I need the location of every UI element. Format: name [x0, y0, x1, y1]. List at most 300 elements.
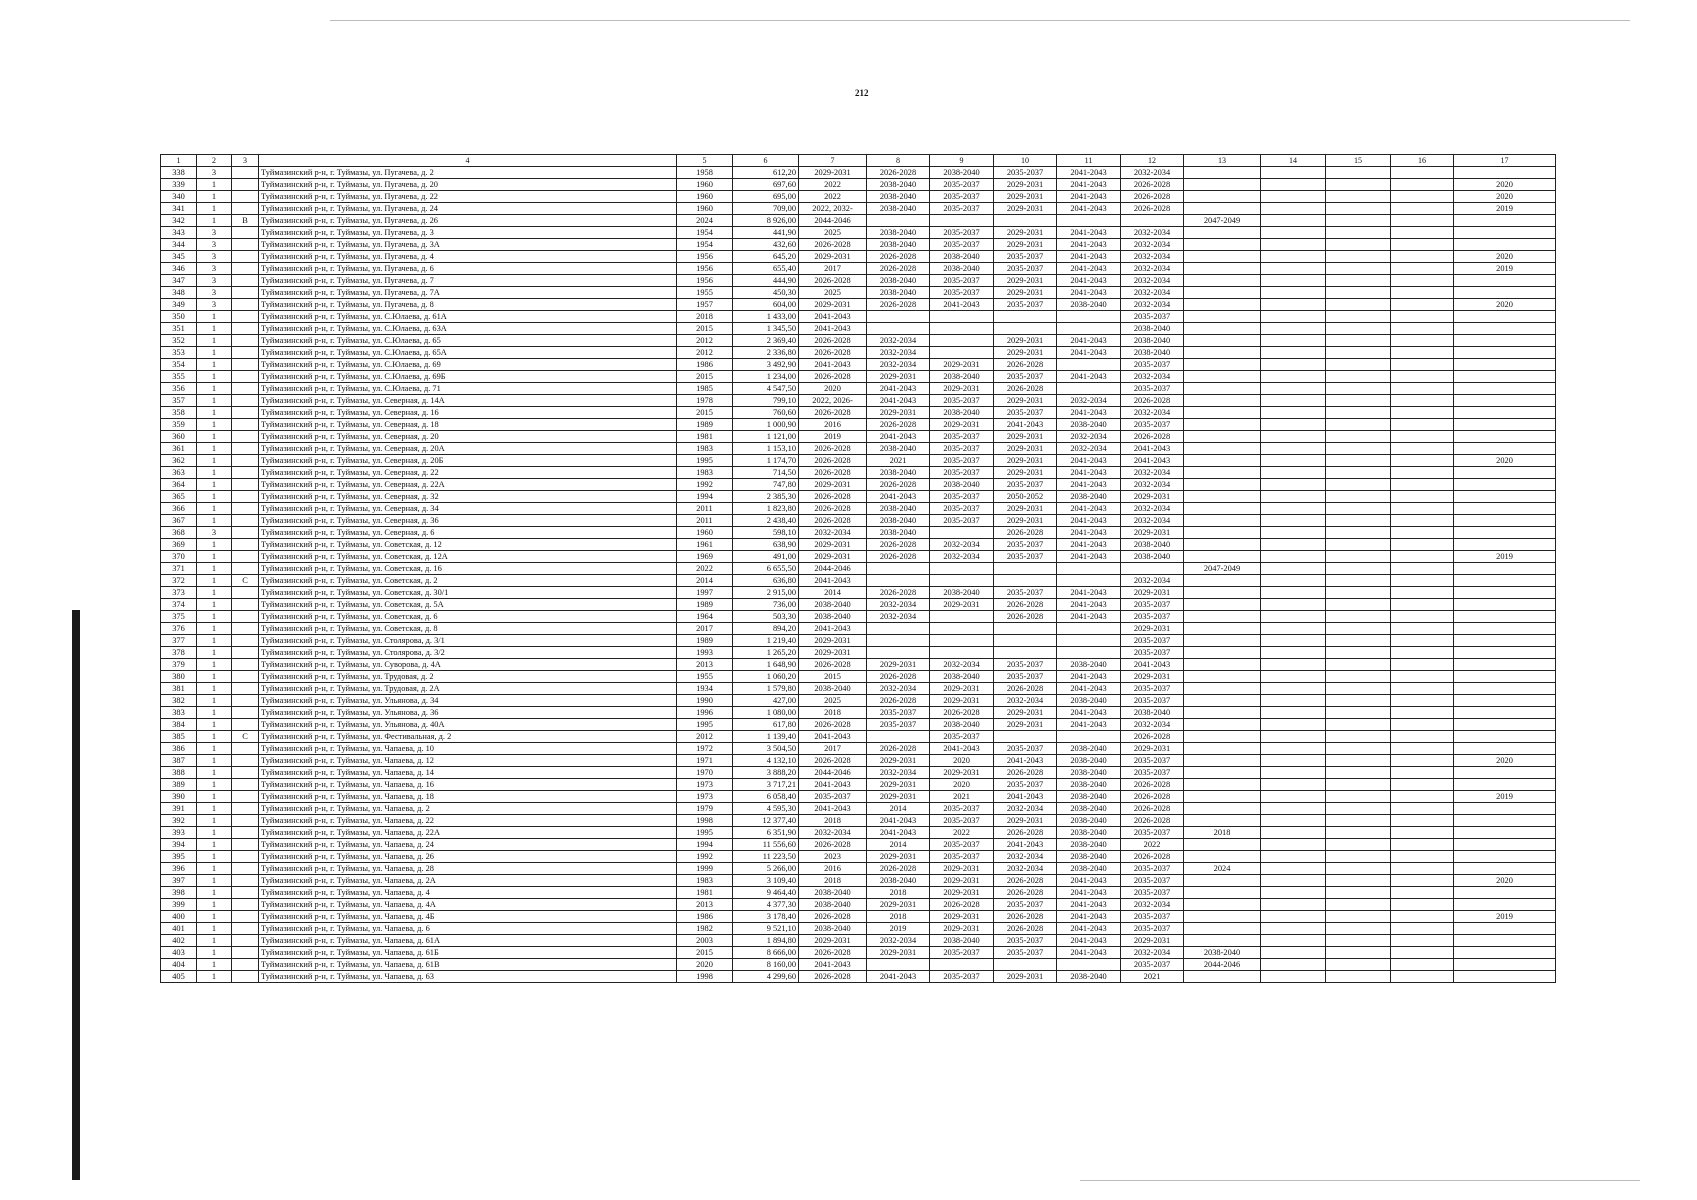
table-cell: 2041-2043	[1057, 179, 1121, 191]
table-cell: 375	[161, 611, 197, 623]
table-cell: 2 915,00	[733, 587, 799, 599]
table-cell: 2041-2043	[1057, 947, 1121, 959]
table-cell: 368	[161, 527, 197, 539]
table-cell: 2035-2037	[994, 371, 1057, 383]
table-row	[161, 695, 1556, 707]
table-cell: 2038-2040	[867, 443, 930, 455]
table-cell: 387	[161, 755, 197, 767]
table-row	[161, 359, 1556, 371]
table-cell: 1 234,00	[733, 371, 799, 383]
table-cell	[1184, 635, 1261, 647]
table-cell	[232, 599, 259, 611]
table-cell: 397	[161, 875, 197, 887]
table-cell	[1391, 707, 1454, 719]
table-cell	[1454, 827, 1556, 839]
table-cell	[1326, 395, 1391, 407]
table-cell	[1184, 599, 1261, 611]
table-cell: 1999	[677, 863, 733, 875]
table-cell: 403	[161, 947, 197, 959]
table-cell	[232, 299, 259, 311]
table-cell	[1391, 875, 1454, 887]
table-cell: Туймазинский р-н, г. Туймазы, ул. Пугачева, д. 2	[259, 167, 677, 179]
table-cell	[1057, 647, 1121, 659]
table-cell	[1391, 599, 1454, 611]
table-cell: Туймазинский р-н, г. Туймазы, ул. Северная, д. 22	[259, 467, 677, 479]
table-cell: 2029-2031	[1121, 491, 1184, 503]
table-cell	[232, 251, 259, 263]
table-row	[161, 875, 1556, 887]
table-cell	[1057, 311, 1121, 323]
table-cell	[1261, 911, 1326, 923]
table-cell	[1454, 707, 1556, 719]
table-cell: 2020	[930, 779, 994, 791]
table-cell: 2012	[677, 347, 733, 359]
table-cell: 2029-2031	[930, 923, 994, 935]
table-cell: 2026-2028	[867, 299, 930, 311]
table-cell	[1326, 659, 1391, 671]
table-cell: 1	[197, 587, 232, 599]
table-cell	[232, 479, 259, 491]
table-cell	[994, 311, 1057, 323]
table-cell	[1391, 203, 1454, 215]
table-cell	[1326, 647, 1391, 659]
table-cell: 2038-2040	[930, 407, 994, 419]
table-row	[161, 563, 1556, 575]
table-cell: 2018	[799, 707, 867, 719]
table-cell: 2032-2034	[1121, 575, 1184, 587]
table-cell: 1969	[677, 551, 733, 563]
table-cell: 2038-2040	[1057, 299, 1121, 311]
table-cell: 359	[161, 419, 197, 431]
table-cell	[1184, 263, 1261, 275]
table-cell	[232, 179, 259, 191]
table-cell: 9 521,10	[733, 923, 799, 935]
table-cell: 1	[197, 623, 232, 635]
table-cell: 2029-2031	[799, 167, 867, 179]
table-cell: 2032-2034	[799, 527, 867, 539]
table-cell: 350	[161, 311, 197, 323]
table-cell	[1454, 479, 1556, 491]
table-cell: 2012	[677, 731, 733, 743]
table-row	[161, 311, 1556, 323]
table-cell: 2038-2040	[799, 887, 867, 899]
table-cell	[1261, 395, 1326, 407]
table-cell: 2026-2028	[867, 551, 930, 563]
table-cell: 1957	[677, 299, 733, 311]
table-cell: Туймазинский р-н, г. Туймазы, ул. Чапаева, д. 2	[259, 803, 677, 815]
table-row	[161, 947, 1556, 959]
table-cell: 1961	[677, 539, 733, 551]
table-cell: 1998	[677, 815, 733, 827]
table-cell: 2041-2043	[867, 815, 930, 827]
table-cell: 2047-2049	[1184, 563, 1261, 575]
table-cell: 2026-2028	[799, 515, 867, 527]
table-cell: 2013	[677, 899, 733, 911]
table-cell: Туймазинский р-н, г. Туймазы, ул. Северная, д. 14А	[259, 395, 677, 407]
table-cell: Туймазинский р-н, г. Туймазы, ул. Советская, д. 16	[259, 563, 677, 575]
table-cell: 2032-2034	[994, 851, 1057, 863]
table-cell	[1454, 167, 1556, 179]
table-cell: 2029-2031	[994, 335, 1057, 347]
table-cell	[1391, 551, 1454, 563]
table-cell	[1326, 251, 1391, 263]
table-cell	[232, 875, 259, 887]
table-cell: 2032-2034	[1121, 467, 1184, 479]
table-cell	[1184, 239, 1261, 251]
table-cell: 1	[197, 599, 232, 611]
table-cell: 1	[197, 455, 232, 467]
table-cell: 345	[161, 251, 197, 263]
table-cell	[1261, 563, 1326, 575]
table-body	[161, 167, 1556, 983]
table-cell: Туймазинский р-н, г. Туймазы, ул. Северная, д. 6	[259, 527, 677, 539]
table-cell: 2025	[799, 227, 867, 239]
table-cell	[1391, 167, 1454, 179]
table-cell	[1391, 611, 1454, 623]
table-cell: 2041-2043	[867, 491, 930, 503]
table-cell	[232, 323, 259, 335]
table-cell	[994, 563, 1057, 575]
table-row	[161, 887, 1556, 899]
table-cell: 1983	[677, 875, 733, 887]
table-cell: 2035-2037	[1121, 419, 1184, 431]
table-cell	[1184, 575, 1261, 587]
table-cell: 2038-2040	[1057, 767, 1121, 779]
table-cell: 2029-2031	[930, 359, 994, 371]
table-cell: 2029-2031	[799, 299, 867, 311]
table-cell: 2018	[867, 887, 930, 899]
table-cell: Туймазинский р-н, г. Туймазы, ул. Чапаева, д. 4	[259, 887, 677, 899]
table-cell	[1326, 875, 1391, 887]
column-header: 16	[1391, 155, 1454, 167]
table-cell: 2029-2031	[994, 443, 1057, 455]
table-cell: 1985	[677, 383, 733, 395]
table-cell: 2035-2037	[994, 935, 1057, 947]
table-cell	[1391, 767, 1454, 779]
table-cell: 401	[161, 923, 197, 935]
table-cell	[1326, 419, 1391, 431]
table-row	[161, 611, 1556, 623]
table-cell: 2029-2031	[994, 347, 1057, 359]
table-cell: 8 160,00	[733, 959, 799, 971]
table-cell	[1184, 479, 1261, 491]
table-cell: 1981	[677, 887, 733, 899]
table-cell: 2041-2043	[1121, 455, 1184, 467]
table-cell: 373	[161, 587, 197, 599]
table-cell: 2038-2040	[867, 191, 930, 203]
table-cell	[1454, 647, 1556, 659]
table-cell: 1	[197, 467, 232, 479]
scan-edge-bar	[72, 610, 80, 1180]
table-cell	[1454, 395, 1556, 407]
table-cell: 1 080,00	[733, 707, 799, 719]
table-cell	[232, 755, 259, 767]
table-cell: 2029-2031	[994, 971, 1057, 983]
table-row	[161, 827, 1556, 839]
table-cell: 2017	[799, 743, 867, 755]
table-cell: 2041-2043	[1057, 467, 1121, 479]
table-cell: 2026-2028	[1121, 779, 1184, 791]
table-cell	[1454, 803, 1556, 815]
table-cell: 2029-2031	[930, 767, 994, 779]
table-cell	[1391, 683, 1454, 695]
table-cell: 2041-2043	[1057, 899, 1121, 911]
table-cell: 384	[161, 719, 197, 731]
table-cell: 383	[161, 707, 197, 719]
table-cell: 1	[197, 359, 232, 371]
table-cell: 394	[161, 839, 197, 851]
table-cell: 2035-2037	[799, 791, 867, 803]
table-cell: 1	[197, 671, 232, 683]
table-cell: 2029-2031	[994, 203, 1057, 215]
table-cell	[232, 311, 259, 323]
table-cell: 2035-2037	[1121, 635, 1184, 647]
table-cell: Туймазинский р-н, г. Туймазы, ул. Ульянова, д. 34	[259, 695, 677, 707]
table-cell: 2038-2040	[1057, 659, 1121, 671]
table-cell	[1261, 203, 1326, 215]
table-cell	[1391, 527, 1454, 539]
table-cell	[232, 947, 259, 959]
table-cell: 1	[197, 311, 232, 323]
table-cell	[1261, 503, 1326, 515]
table-cell	[1121, 563, 1184, 575]
table-cell	[1391, 635, 1454, 647]
table-cell: 1998	[677, 971, 733, 983]
table-cell: 2032-2034	[867, 347, 930, 359]
table-cell: 402	[161, 935, 197, 947]
table-row	[161, 623, 1556, 635]
table-cell: 2026-2028	[799, 347, 867, 359]
table-cell: Туймазинский р-н, г. Туймазы, ул. Северная, д. 34	[259, 503, 677, 515]
table-cell: 1	[197, 443, 232, 455]
table-cell	[1454, 407, 1556, 419]
column-header: 11	[1057, 155, 1121, 167]
table-cell: 2038-2040	[867, 467, 930, 479]
table-cell: 1997	[677, 587, 733, 599]
table-cell	[1261, 731, 1326, 743]
table-cell: 2035-2037	[930, 467, 994, 479]
table-cell: 1	[197, 551, 232, 563]
table-cell: 2035-2037	[1121, 827, 1184, 839]
table-cell	[1184, 347, 1261, 359]
table-cell: Туймазинский р-н, г. Туймазы, ул. Чапаева, д. 2А	[259, 875, 677, 887]
table-cell: 5 266,00	[733, 863, 799, 875]
table-cell	[1454, 731, 1556, 743]
table-cell: 1	[197, 215, 232, 227]
table-row	[161, 659, 1556, 671]
table-cell	[232, 371, 259, 383]
table-cell	[1261, 275, 1326, 287]
table-cell: 2035-2037	[1121, 767, 1184, 779]
housing-repair-schedule-table	[160, 154, 1556, 983]
table-cell	[1454, 659, 1556, 671]
table-row	[161, 179, 1556, 191]
table-cell: 2035-2037	[1121, 647, 1184, 659]
table-cell: 2029-2031	[930, 863, 994, 875]
table-cell: 894,20	[733, 623, 799, 635]
table-cell	[232, 551, 259, 563]
table-cell	[1184, 971, 1261, 983]
table-row	[161, 395, 1556, 407]
table-cell: 377	[161, 635, 197, 647]
table-cell: 2038-2040	[867, 275, 930, 287]
table-cell: 2 336,80	[733, 347, 799, 359]
table-cell: 1970	[677, 767, 733, 779]
table-cell	[1454, 851, 1556, 863]
table-cell	[1184, 383, 1261, 395]
table-cell: 760,60	[733, 407, 799, 419]
table-cell: 2032-2034	[1121, 407, 1184, 419]
table-cell	[930, 335, 994, 347]
table-cell	[1261, 287, 1326, 299]
table-cell: 2041-2043	[1057, 887, 1121, 899]
table-cell: 2035-2037	[1121, 911, 1184, 923]
table-cell	[1184, 323, 1261, 335]
table-cell	[1057, 623, 1121, 635]
table-cell: 2014	[799, 587, 867, 599]
table-cell: 1 153,10	[733, 443, 799, 455]
table-cell: 2032-2034	[867, 683, 930, 695]
table-cell	[232, 191, 259, 203]
table-cell: 1964	[677, 611, 733, 623]
table-cell	[1326, 671, 1391, 683]
table-cell: 2024	[677, 215, 733, 227]
table-cell: 2029-2031	[994, 191, 1057, 203]
table-cell: 1956	[677, 251, 733, 263]
table-cell: 2038-2040	[930, 371, 994, 383]
table-cell	[994, 647, 1057, 659]
table-cell: 3 888,20	[733, 767, 799, 779]
table-cell: 2026-2028	[867, 251, 930, 263]
table-cell	[1391, 827, 1454, 839]
table-cell: 1979	[677, 803, 733, 815]
table-cell: 2019	[867, 923, 930, 935]
table-cell	[1261, 263, 1326, 275]
table-cell: 1973	[677, 779, 733, 791]
page-number: 212	[855, 88, 869, 98]
table-cell	[1326, 623, 1391, 635]
table-cell	[1261, 923, 1326, 935]
table-cell	[1391, 251, 1454, 263]
table-cell	[1184, 455, 1261, 467]
table-cell: 2019	[1454, 911, 1556, 923]
table-cell: 2026-2028	[994, 383, 1057, 395]
table-cell	[1184, 911, 1261, 923]
table-cell	[1057, 215, 1121, 227]
table-cell: 351	[161, 323, 197, 335]
table-row	[161, 719, 1556, 731]
table-cell: 2041-2043	[1057, 671, 1121, 683]
table-cell: 2015	[677, 371, 733, 383]
table-cell: 2041-2043	[1057, 227, 1121, 239]
table-cell: 2038-2040	[1121, 323, 1184, 335]
table-cell: 2032-2034	[930, 539, 994, 551]
table-row	[161, 671, 1556, 683]
table-cell: 2041-2043	[799, 575, 867, 587]
table-cell: 1990	[677, 695, 733, 707]
table-cell	[1184, 251, 1261, 263]
table-cell	[1391, 431, 1454, 443]
table-cell: 2041-2043	[1057, 923, 1121, 935]
table-cell	[1326, 227, 1391, 239]
table-cell: 370	[161, 551, 197, 563]
table-cell	[1261, 191, 1326, 203]
table-cell: 709,00	[733, 203, 799, 215]
table-cell: 2038-2040	[930, 935, 994, 947]
table-cell: 2038-2040	[1057, 695, 1121, 707]
scan-noise-top	[330, 20, 1630, 21]
table-cell	[232, 539, 259, 551]
table-cell: 2029-2031	[1121, 587, 1184, 599]
table-cell	[867, 623, 930, 635]
table-cell	[1326, 587, 1391, 599]
table-row	[161, 467, 1556, 479]
table-cell: 1	[197, 935, 232, 947]
table-cell: 2041-2043	[1057, 527, 1121, 539]
table-cell	[1261, 467, 1326, 479]
table-cell	[1326, 479, 1391, 491]
table-cell: 1996	[677, 707, 733, 719]
table-cell	[1184, 431, 1261, 443]
table-cell	[1454, 839, 1556, 851]
table-cell: 2029-2031	[994, 431, 1057, 443]
table-cell: 346	[161, 263, 197, 275]
table-cell: Туймазинский р-н, г. Туймазы, ул. Чапаева, д. 28	[259, 863, 677, 875]
table-cell	[1326, 947, 1391, 959]
table-cell: 2011	[677, 503, 733, 515]
table-cell	[1326, 311, 1391, 323]
table-cell: 1960	[677, 191, 733, 203]
table-cell: 2026-2028	[994, 923, 1057, 935]
table-cell	[232, 779, 259, 791]
table-cell	[1454, 719, 1556, 731]
table-cell: 2038-2040	[930, 671, 994, 683]
table-row	[161, 647, 1556, 659]
table-cell: 381	[161, 683, 197, 695]
table-cell	[1391, 359, 1454, 371]
table-cell	[867, 635, 930, 647]
table-cell: 343	[161, 227, 197, 239]
table-cell: Туймазинский р-н, г. Туймазы, ул. Северная, д. 32	[259, 491, 677, 503]
table-cell: 2050-2052	[994, 491, 1057, 503]
table-cell: 2041-2043	[867, 431, 930, 443]
table-cell: 2041-2043	[1057, 335, 1121, 347]
table-cell: Туймазинский р-н, г. Туймазы, ул. Чапаева, д. 12	[259, 755, 677, 767]
table-cell	[232, 899, 259, 911]
table-cell	[1391, 911, 1454, 923]
table-cell: 2038-2040	[1121, 539, 1184, 551]
table-cell: 2044-2046	[799, 767, 867, 779]
table-cell	[1454, 671, 1556, 683]
table-cell: 4 547,50	[733, 383, 799, 395]
table-cell	[1057, 959, 1121, 971]
table-cell: 1995	[677, 719, 733, 731]
table-cell: 2035-2037	[1121, 383, 1184, 395]
table-cell	[1261, 323, 1326, 335]
table-cell: Туймазинский р-н, г. Туймазы, ул. Чапаева, д. 61А	[259, 935, 677, 947]
table-cell: 2035-2037	[1121, 599, 1184, 611]
table-cell	[1261, 959, 1326, 971]
column-header: 15	[1326, 155, 1391, 167]
table-cell	[232, 263, 259, 275]
table-cell: 2035-2037	[1121, 875, 1184, 887]
table-cell	[1184, 671, 1261, 683]
table-cell: 2032-2034	[930, 551, 994, 563]
table-cell	[1184, 935, 1261, 947]
table-cell	[1326, 611, 1391, 623]
table-cell	[1261, 587, 1326, 599]
table-cell: 2041-2043	[994, 839, 1057, 851]
